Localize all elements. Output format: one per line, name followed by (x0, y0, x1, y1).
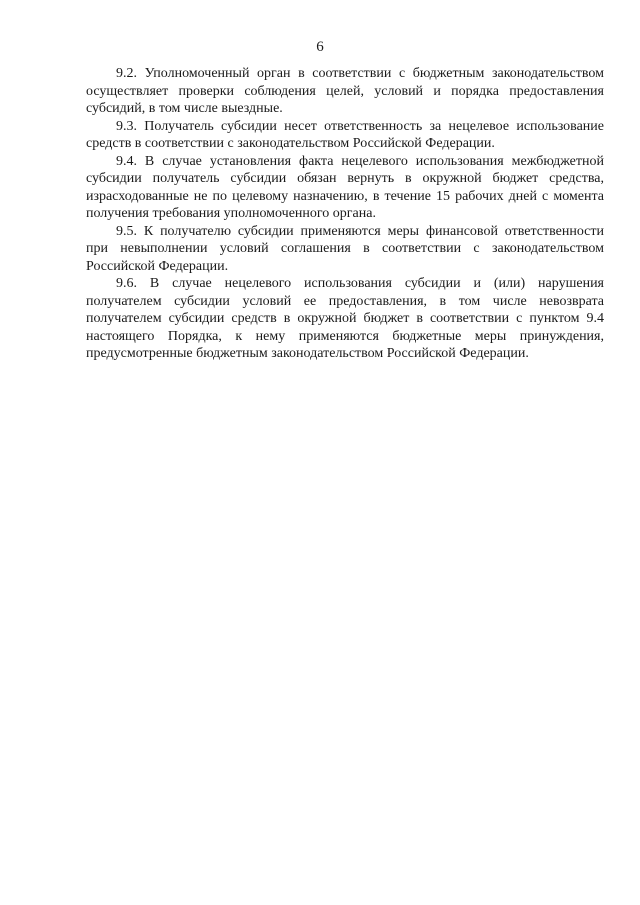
document-body (86, 65, 604, 363)
paragraph-9-3: 9.3. Получатель субсидии несет ответственность за нецелевое использование средств в соответствии с законодательством Российской Федерации. (86, 118, 604, 151)
page-number: 6 (316, 39, 324, 55)
paragraph-9-2: 9.2. Уполномоченный орган в соответствии с бюджетным законодательством осуществляет проверки соблюдения целей, условий и порядка предоставления субсидий, в том числе выездные. (86, 66, 604, 116)
paragraph-9-6: 9.6. В случае нецелевого использования субсидии и (или) нарушения получателем субсидии условий ее предоставления, в том числе невозврата получателем субсидии средств в окружной бюджет в соответствии с пунктом 9.4 настоящего Порядка, к нему применяются бюджетные меры принуждения, предусмотренные бюджетным законодательством Российской Федерации. (86, 276, 604, 361)
paragraph-9-4: 9.4. В случае установления факта нецелевого использования межбюджетной субсидии получатель субсидии обязан вернуть в окружной бюджет средства, израсходованные не по целевому назначению, в течение 15 рабочих дней с момента получения требования уполномоченного органа. (86, 153, 604, 221)
paragraph-9-5: 9.5. К получателю субсидии применяются меры финансовой ответственности при невыполнении условий соглашения в соответствии с законодательством Российской Федерации. (86, 223, 604, 274)
